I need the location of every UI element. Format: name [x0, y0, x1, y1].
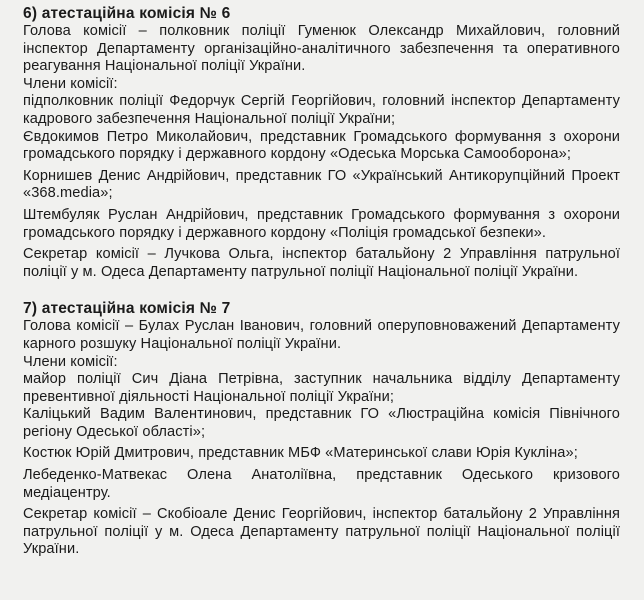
commission-6-members-label: Члени комісії: [23, 75, 118, 92]
commission-6-chair: Голова комісії – полковник поліції Гуменюк Олександр Михайлович, головний інспектор Департаменту організаційно-аналітичного забезпечення та оперативного реагування Національної поліції України. [23, 23, 620, 75]
commission-7-member-4: Лебеденко-Матвекас Олена Анатоліївна, представник Одеського кризового медіацентру. [23, 467, 620, 501]
commission-7-section [23, 299, 620, 559]
commission-6-secretary: Секретар комісії – Лучкова Ольга, інспектор батальйону 2 Управління патрульної поліції у м. Одеса Департаменту патрульної поліції Національної поліції України. [23, 246, 620, 280]
commission-7-heading: 7) атестаційна комісія № 7 [23, 300, 231, 318]
commission-7-secretary: Секретар комісії – Скобіоале Денис Георгійович, інспектор батальйону 2 Управління патрульної поліції у м. Одеса Департаменту патрульної поліції Національної поліції України. [23, 506, 620, 558]
commission-7-chair: Голова комісії – Булах Руслан Іванович, головний оперуповноважений Департаменту карного розшуку Національної поліції України. [23, 318, 620, 352]
commission-6-member-3: Корнишев Денис Андрійович, представник ГО «Український Антикорупційний Проект «368.media»; [23, 167, 620, 202]
commission-6-heading: 6) атестаційна комісія № 6 [23, 5, 231, 22]
commission-6-member-1: підполковник поліції Федорчук Сергій Георгійович, головний інспектор Департаменту кадрового забезпечення Національної поліції України; [23, 93, 620, 127]
commission-7-member-3: Костюк Юрій Дмитрович, представник МБФ «Материнської слави Юрія Кукліна»; [23, 445, 578, 462]
commission-6-section [23, 4, 620, 281]
commission-6-member-4: Штембуляк Руслан Андрійович, представник Громадського формування з охорони громадського порядку і державного кордону «Поліція громадської безпеки». [23, 206, 620, 241]
commission-6-member-2: Євдокимов Петро Миколайович, представник Громадського формування з охорони громадського порядку і державного кордону «Одеська Морська Самооборона»; [23, 128, 620, 163]
commission-7-member-1: майор поліції Сич Діана Петрівна, заступник начальника відділу Департаменту превентивної діяльності Національної поліції України; [23, 371, 620, 405]
commission-7-member-2: Каліцький Вадим Валентинович, представник ГО «Люстраційна комісія Північного регіону Одеської області»; [23, 406, 620, 440]
commission-7-members-label: Члени комісії: [23, 353, 118, 370]
